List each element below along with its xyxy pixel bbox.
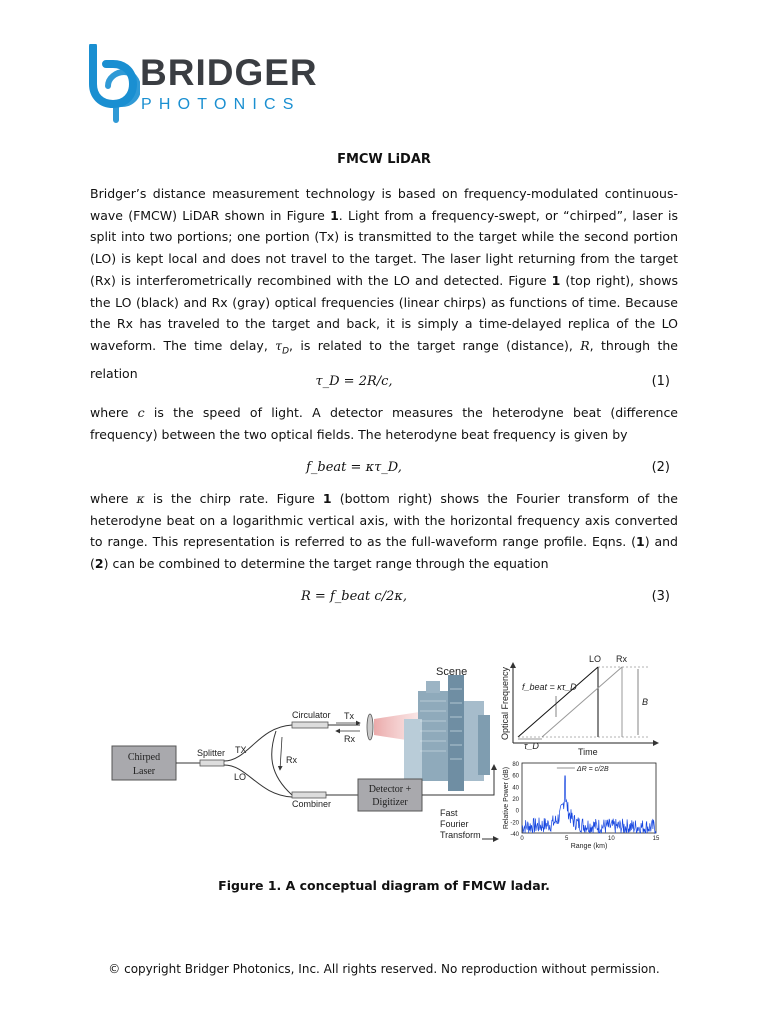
detector-label-1: Detector + [368,784,412,795]
range-resolution-annotation: ΔR = c/2B [576,766,609,773]
splitter-component [200,760,224,766]
chirp-fbeat-label: f_beat = κτ_D [522,682,577,692]
combiner-label: Combiner [292,799,332,809]
equation-2-expression: f_beat = κτ_D, [306,460,402,475]
logo-wordmark-photonics: PHOTONICS [141,96,301,113]
equation-3-number: (3) [651,589,670,604]
rx-chirp-line [542,667,622,737]
rx-path-label: Rx [286,755,297,765]
fft-label-3: Transform [440,830,481,840]
chirped-laser-label-2: Laser [132,766,156,777]
chirped-laser-label-1: Chirped [127,752,161,763]
paragraph-detector: where c is the speed of light. A detector measures the heterodyne beat (difference frequency) between the two optical fields. The heterodyne beat frequency is given by [90,405,679,442]
equation-1 [90,374,678,394]
equation-3 [90,589,678,609]
y-tick-label: -20 [510,820,519,827]
x-tick-label: 10 [607,836,615,842]
chirp-xlabel: Time [578,747,598,757]
y-tick-label: 40 [512,785,519,792]
y-tick-label: 60 [512,773,519,780]
page-title: FMCW LiDAR [337,152,431,167]
tx-label: Tx [344,711,354,721]
paragraph-intro: Bridger’s distance measurement technology is based on frequency-modulated continuous-wave (FMCW) LiDAR shown in Figure 1. Light from a frequency-swept, or “chirped”, laser is split into two portions; one portion (Tx) is transmitted to the target while the second portion (LO) is kept local and does not travel to the target. The laser light returning from the target (Rx) is interferometrically recombined with the LO and detected. Figure 1 (top right), shows the LO (black) and Rx (gray) optical frequencies (linear chirps) as functions of time. Because the Rx has traveled to the target and back, it is simply a time-delayed replica of the LO waveform. The time delay, $\tau_D$, is related to the target range (distance), R, through the relation [90,186,678,382]
equation-2 [90,460,678,480]
figure-caption: Figure 1. A conceptual diagram of FMCW ladar. [218,878,550,893]
lens-icon [367,714,373,740]
fft-label-1: Fast [440,808,458,818]
splitter-lo-label: LO [234,772,247,782]
lo-chirp-line [518,667,598,737]
equation-1-expression: τ_D = 2R/c, [315,374,393,389]
range-profile-chart [503,762,660,850]
chirp-tau-label: τ_D [524,741,539,751]
x-tick-label: 0 [520,836,524,842]
equation-2-number: (2) [651,460,670,475]
logo-mark-icon [88,44,140,124]
scene-label: Scene [436,666,468,678]
chirp-plot [500,654,658,757]
x-tick-label: 15 [652,836,660,842]
combiner-component [292,792,326,798]
y-tick-label: -40 [510,832,519,838]
chirp-rx-label: Rx [616,654,627,664]
logo-wordmark-bridger: BRIDGER [140,52,318,93]
paragraph-chirp-rate: where κ is the chirp rate. Figure 1 (bottom right) shows the Fourier transform of the heterodyne beat on a logarithmic vertical axis, with the horizontal frequency axis converted to range. This representation is referred to as the full-waveform range profile. Eqns. (1) and (2) can be combined to determine the target range through the equation [90,491,678,572]
range-chart-ylabel: Relative Power (dB) [503,766,510,830]
range-chart-xlabel: Range (km) [570,843,608,850]
rx-label: Rx [344,734,355,744]
circulator-label: Circulator [292,710,331,720]
bridger-photonics-logo [88,44,318,124]
fmcw-diagram-figure [108,645,664,850]
equation-3-expression: R = f_beat c/2κ, [301,589,407,604]
detector-label-2: Digitizer [372,797,408,808]
chirp-b-label: B [642,697,649,707]
scene-buildings [404,675,490,791]
fft-label-2: Fourier [440,819,469,829]
circulator-component [292,722,328,728]
y-tick-label: 0 [515,808,519,815]
y-tick-label: 80 [512,762,519,768]
equation-1-number: (1) [651,374,670,389]
chirp-ylabel: Optical Frequency [500,666,510,740]
copyright-footer: © copyright Bridger Photonics, Inc. All rights reserved. No reproduction without permission. [108,962,660,976]
splitter-tx-label: TX [235,745,247,755]
chirp-lo-label: LO [589,654,602,664]
splitter-label: Splitter [197,748,226,758]
y-tick-label: 20 [512,797,519,803]
x-tick-label: 5 [564,836,569,842]
